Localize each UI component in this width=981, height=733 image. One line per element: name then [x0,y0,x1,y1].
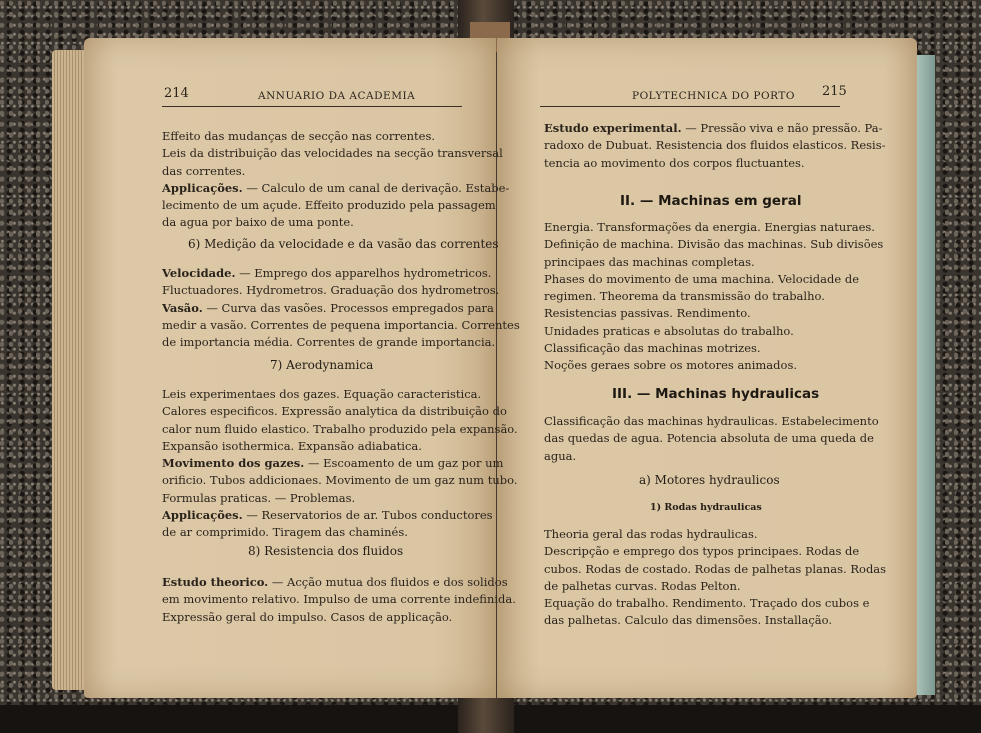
line-text: Theoria geral das rodas hydraulicas. [544,527,758,541]
line-text: Fluctuadores. Hydrometros. Graduação dos hydrometros. [162,283,500,298]
section-heading-II: II. — Machinas em geral [620,193,802,209]
text-line [162,145,509,162]
text-line [162,317,520,334]
bold-lead: Velocidade. [162,266,236,280]
text-line [544,323,883,340]
line-text: Calores especificos. Expressão analytica da distribuição do [162,404,507,419]
line-text: Noções geraes sobre os motores animados. [544,358,797,373]
text-line [162,197,509,214]
left-block-2 [162,265,520,351]
right-block-2 [544,219,883,375]
line-text: radoxo de Dubuat. Resistencia dos fluidos elasticos. Resis- [544,138,886,153]
right-block-3 [544,413,879,465]
line-text: Leis da distribuição das velocidades na secção transversal [162,146,503,161]
text-line [544,612,886,629]
text-line [544,430,879,447]
line-text: orificio. Tubos addicionaes. Movimento de um gaz num tubo. [162,473,518,488]
subsubsection-heading-1: 1) Rodas hydraulicas [650,502,762,513]
text-line [544,413,879,430]
line-text: — Reservatorios de ar. Tubos conductores [242,508,493,523]
text-line [162,455,518,472]
line-text: — Emprego dos apparelhos hydrometricos. [235,266,492,280]
right-block-1 [544,120,886,172]
line-text: principaes das machinas completas. [544,254,755,269]
line-text: Definição de machina. Divisão das machinas. Sub divisões [544,237,884,252]
left-block-3 [162,386,518,542]
line-text: de ar comprimido. Tiragem das chaminés. [162,525,408,540]
line-text: Unidades praticas e absolutas do trabalho. [544,323,794,338]
line-text: Equação do trabalho. Rendimento. Traçado dos cubos e [544,596,870,611]
line-text: — Curva das vasões. Processos empregados para [202,300,494,315]
text-line [544,155,886,172]
line-text: Classificação das machinas motrizes. [544,341,761,356]
text-line [544,288,883,305]
line-text: — Acção mutua dos fluidos e dos solidos [268,575,508,589]
line-text: de importancia média. Correntes de grande importancia. [162,335,496,350]
line-text: Effeito das mudanças de secção nas correntes. [162,129,436,143]
text-line [162,282,520,299]
text-line [162,574,516,591]
text-line [162,438,518,455]
text-line [162,128,509,145]
line-text: Formulas praticas. — Problemas. [162,490,356,505]
bold-lead: Movimento dos gazes. [162,456,305,471]
bold-lead: Estudo experimental. [544,121,682,135]
running-head-right: POLYTECHNICA DO PORTO [632,90,795,102]
text-line [544,305,883,322]
text-line [544,526,886,543]
line-text: de palhetas curvas. Rodas Pelton. [544,578,741,593]
text-line [162,334,520,351]
text-line [162,472,518,489]
text-line [544,340,883,357]
line-text: das correntes. [162,163,246,178]
text-line [544,357,883,374]
right-block-4 [544,526,886,630]
text-line [162,265,520,282]
line-text: regimen. Theorema da transmissão do trabalho. [544,289,825,304]
line-text: Classificação das machinas hydraulicas. Estabelecimento [544,414,879,428]
text-line [544,271,883,288]
text-line [162,490,518,507]
line-text: da agua por baixo de uma ponte. [162,215,354,230]
line-text: Expressão geral do impulso. Casos de applicação. [162,609,453,624]
line-text: — Escoamento de um gaz por um [304,456,504,471]
text-line [544,561,886,578]
line-text: Descripção e emprego dos typos principaes. Rodas de [544,544,860,559]
text-line [162,180,509,197]
text-line [162,403,518,420]
line-text: agua. [544,448,577,463]
left-page-edges [52,50,86,690]
running-head-left: ANNUARIO DA ACADEMIA [258,90,416,102]
text-line [162,591,516,608]
left-block-4 [162,574,516,626]
text-line [162,524,518,541]
text-line [162,421,518,438]
line-text: cubos. Rodas de costado. Rodas de palhetas planas. Rodas [544,561,887,576]
line-text: — Calculo de um canal de derivação. Estabe- [242,180,510,195]
text-line [544,137,886,154]
line-text: Phases do movimento de uma machina. Velocidade de [544,271,860,286]
line-text: Energia. Transformações da energia. Energias naturaes. [544,220,875,234]
line-text: — Pressão viva e não pressão. Pa- [681,121,883,135]
text-line [162,163,509,180]
line-text: das palhetas. Calculo das dimensões. Installação. [544,613,832,628]
section-heading-III: III. — Machinas hydraulicas [612,386,820,402]
text-line [544,595,886,612]
header-rule-right [540,106,840,107]
right-page-edge [917,55,935,695]
line-text: lecimento de um açude. Effeito produzido pela passagem [162,198,496,213]
text-line [162,300,520,317]
text-line [162,214,509,231]
line-text: Resistencias passivas. Rendimento. [544,306,751,321]
line-text: Leis experimentaes dos gazes. Equação caracteristica. [162,387,482,401]
text-line [544,254,883,271]
text-line [544,236,883,253]
text-line [162,507,518,524]
subsection-heading-a: a) Motores hydraulicos [639,473,780,487]
line-text: calor num fluido elastico. Trabalho produzido pela expansão. [162,421,518,436]
text-line [544,448,879,465]
bold-lead: Applicações. [162,180,243,195]
section-heading-8: 8) Resistencia dos fluidos [248,544,404,558]
line-text: tencia ao movimento dos corpos fluctuantes. [544,155,805,170]
header-rule-left [162,106,462,107]
line-text: Expansão isothermica. Expansão adiabatica. [162,438,422,453]
line-text: em movimento relativo. Impulso de uma corrente indefinida. [162,592,516,607]
text-line [544,120,886,137]
text-line [544,219,883,236]
page-number-left: 214 [164,86,189,101]
section-heading-6: 6) Medição da velocidade e da vasão das correntes [188,237,499,251]
line-text: das quedas de agua. Potencia absoluta de uma queda de [544,431,874,446]
bold-lead: Vasão. [162,300,203,315]
left-block-1 [162,128,509,232]
text-line [162,386,518,403]
text-line [162,609,516,626]
bold-lead: Estudo theorico. [162,575,269,589]
text-line [544,543,886,560]
page-number-right: 215 [822,84,847,99]
section-heading-7: 7) Aerodynamica [270,358,374,372]
line-text: medir a vasão. Correntes de pequena importancia. Correntes [162,317,520,332]
text-line [544,578,886,595]
bold-lead: Applicações. [162,508,243,523]
